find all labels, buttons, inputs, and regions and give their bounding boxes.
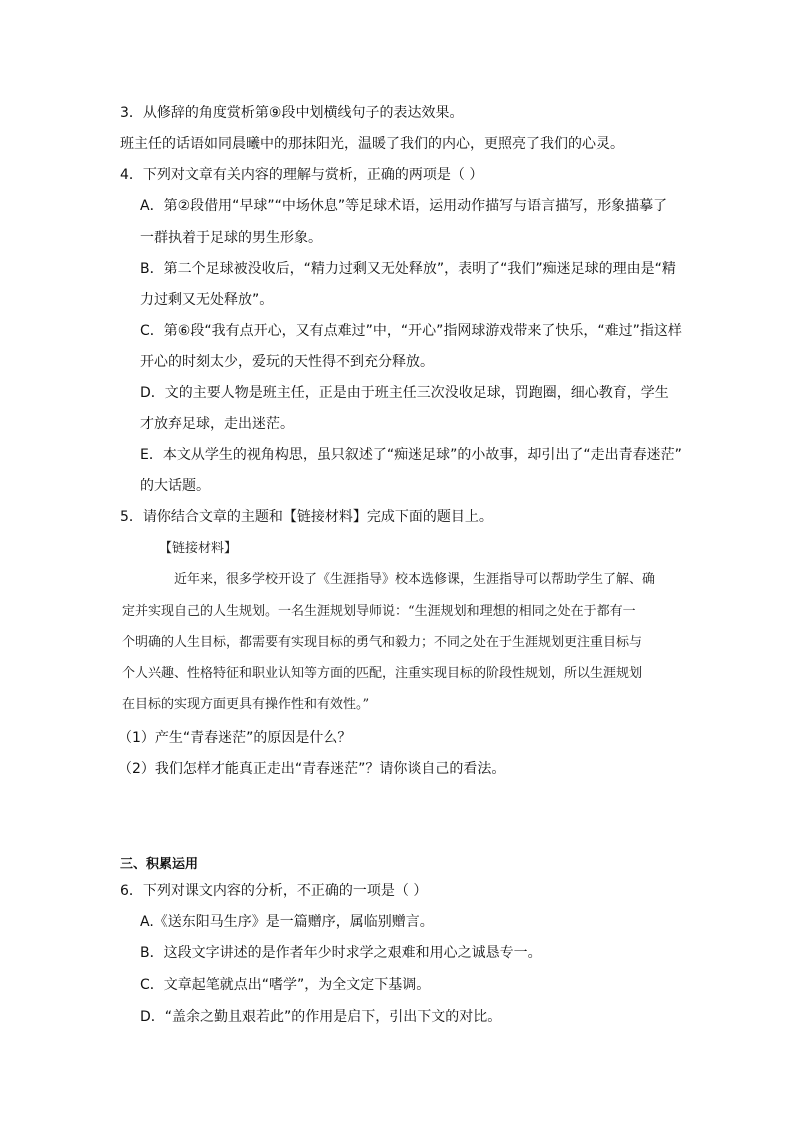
link-material-line-3: 个明确的人生目标，都需要有实现目标的勇气和毅力；不同之处在于生涯规划更注重目标与 <box>122 635 643 650</box>
question-3-stem: 3．从修辞的角度赏析第⑨段中划横线句子的表达效果。 <box>120 105 464 121</box>
question-4-option-d-line1: D．文的主要人物是班主任，正是由于班主任三次没收足球，罚跑圈，细心教育，学生 <box>140 385 669 401</box>
question-4-option-a-line1: A．第②段借用“早球”“中场休息”等足球术语，运用动作描写与语言描写，形象描摹了 <box>140 198 668 214</box>
question-4-option-c-line2: 开心的时刻太少，爱玩的天性得不到充分释放。 <box>140 354 434 370</box>
link-material-line-5: 在目标的实现方面更具有操作性和有效性。” <box>122 697 370 712</box>
link-material-line-2: 定并实现自己的人生规划。一名生涯规划导师说：“生涯规划和理想的相同之处在于都有一 <box>122 604 636 619</box>
question-5-stem: 5．请你结合文章的主题和【链接材料】完成下面的题目上。 <box>120 509 493 525</box>
question-4-option-b-line2: 力过剩又无处释放”。 <box>140 292 274 308</box>
question-4-option-b-line1: B．第二个足球被没收后，“精力过剩又无处释放”，表明了“我们”痴迷足球的理由是“精 <box>140 261 676 277</box>
question-5-sub-2: （2）我们怎样才能真正走出“青春迷茫”？请你谈自己的看法。 <box>118 761 506 777</box>
question-4-option-e-line1: E．本文从学生的视角构思，虽只叙述了“痴迷足球”的小故事，却引出了“走出青春迷茫” <box>140 447 682 463</box>
link-material-line-1: 近年来，很多学校开设了《生涯指导》校本选修课，生涯指导可以帮助学生了解、确 <box>174 572 656 587</box>
question-6-option-c: C．文章起笔就点出“嗜学”，为全文定下基调。 <box>140 977 431 993</box>
question-5-sub-1: （1）产生“青春迷茫”的原因是什么？ <box>118 730 352 746</box>
question-6-option-a: A.《送东阳马生序》是一篇赠序，属临别赠言。 <box>140 914 434 930</box>
link-material-line-4: 个人兴趣、性格特征和职业认知等方面的匹配，注重实现目标的阶段性规划，所以生涯规划 <box>122 666 643 681</box>
question-4-stem: 4．下列对文章有关内容的理解与赏析，正确的两项是（ ） <box>120 167 484 183</box>
link-material-title: 【链接材料】 <box>159 541 238 556</box>
question-4-option-c-line1: C．第⑥段“我有点开心，又有点难过”中，“开心”指网球游戏带来了快乐，“难过”指这样 <box>140 323 682 339</box>
question-3-quote: 班主任的话语如同晨曦中的那抹阳光，温暖了我们的内心，更照亮了我们的心灵。 <box>120 136 624 152</box>
question-4-option-d-line2: 才放弃足球，走出迷茫。 <box>140 416 294 432</box>
question-6-option-b: B．这段文字讲述的是作者年少时求学之艰难和用心之诚恳专一。 <box>140 945 542 961</box>
question-4-option-a-line2: 一群执着于足球的男生形象。 <box>140 230 322 246</box>
section-3-title: 三、积累运用 <box>120 857 199 872</box>
question-6-stem: 6．下列对课文内容的分析，不正确的一项是（ ） <box>120 883 428 899</box>
question-6-option-d: D．“盖余之勤且艰若此”的作用是启下，引出下文的对比。 <box>140 1009 502 1025</box>
question-4-option-e-line2: 的大话题。 <box>140 478 210 494</box>
